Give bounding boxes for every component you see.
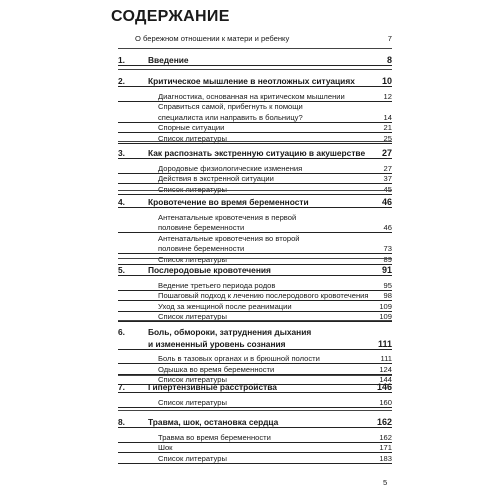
section-heading xyxy=(118,326,392,337)
section-page: 146 xyxy=(376,382,392,392)
entry-text: Дородовые физиологические изменения xyxy=(158,163,303,173)
section-number: 4. xyxy=(118,197,125,207)
entry-text: Действия в экстренной ситуации xyxy=(158,174,274,183)
entry-text: половине беременности xyxy=(158,223,245,232)
entry-text: Список литературы xyxy=(158,133,227,143)
page-title: СОДЕРЖАНИЕ xyxy=(111,8,230,25)
entry-text: Шок xyxy=(158,443,173,452)
toc-section xyxy=(118,141,392,194)
entry-page: 12 xyxy=(383,91,392,101)
entry-page: 183 xyxy=(379,453,392,463)
section-title: Кровотечение во время беременности xyxy=(148,197,309,207)
section-page: 27 xyxy=(381,148,392,158)
toc-section xyxy=(118,410,392,463)
entry-text: Антенатальные кровотечения во второй xyxy=(158,233,300,243)
toc-section xyxy=(118,48,392,65)
entry-text: Список литературы xyxy=(158,375,227,384)
entry-page: 111 xyxy=(380,354,392,363)
entry-page: 124 xyxy=(379,364,392,374)
entry-page: 109 xyxy=(379,312,392,321)
entry-text: Уход за женщиной после реанимации xyxy=(158,301,292,311)
section-title: Гипертензивные расстройства xyxy=(148,382,277,392)
toc-entry xyxy=(118,211,392,222)
entry-text: половине беременности xyxy=(158,244,245,253)
section-heading-cont xyxy=(118,338,392,350)
entry-page: 95 xyxy=(383,280,392,290)
section-page: 10 xyxy=(381,76,392,86)
entry-page: 162 xyxy=(379,432,392,442)
toc-section xyxy=(118,320,392,384)
section-page: 8 xyxy=(386,55,392,65)
section-heading xyxy=(118,381,392,393)
entry-page: 144 xyxy=(379,375,392,384)
entry-text: Одышка во время беременности xyxy=(158,364,275,374)
entry-text: Список литературы xyxy=(158,312,227,321)
entry-page: 21 xyxy=(383,123,392,132)
entry-text: Антенатальные кровотечения в первой xyxy=(158,212,297,222)
toc-entry xyxy=(118,232,392,243)
entry-page: 46 xyxy=(383,223,392,232)
section-title: Боль, обмороки, затруднения дыхания xyxy=(148,327,312,337)
entry-page: 14 xyxy=(383,112,392,122)
entry-text: Список литературы xyxy=(158,453,227,463)
entry-text: Боль в тазовых органах и в брюшной полости xyxy=(158,354,320,363)
section-number: 5. xyxy=(118,265,125,275)
section-heading xyxy=(118,54,392,66)
section-page: 162 xyxy=(376,417,392,427)
preface-text: О бережном отношении к матери и ребенку xyxy=(135,34,290,43)
entry-page: 109 xyxy=(379,301,392,311)
toc-entry xyxy=(118,183,392,195)
entry-text: Травма во время беременности xyxy=(158,432,271,442)
section-page: 91 xyxy=(381,265,392,275)
section-title-line2: и измененный уровень сознания xyxy=(148,338,286,349)
entry-page: 45 xyxy=(383,184,392,194)
entry-text: Справиться самой, прибегнуть к помощи xyxy=(158,102,303,111)
section-heading xyxy=(118,416,392,428)
entry-text: специалиста или направить в больницу? xyxy=(158,112,303,122)
section-title: Послеродовые кровотечения xyxy=(148,265,271,275)
section-heading xyxy=(118,264,392,276)
page-number: 5 xyxy=(383,478,388,487)
section-heading xyxy=(118,196,392,208)
section-title: Критическое мышление в неотложных ситуациях xyxy=(148,76,355,86)
entry-page: 160 xyxy=(379,397,392,407)
toc-entry xyxy=(118,396,392,408)
entry-text: Спорные ситуации xyxy=(158,123,225,132)
section-title: Как распознать экстренную ситуацию в акушерстве xyxy=(148,148,366,158)
entry-page: 25 xyxy=(383,133,392,143)
entry-text: Список литературы xyxy=(158,184,227,194)
section-number: 8. xyxy=(118,417,125,427)
section-page: 111 xyxy=(377,338,392,349)
entry-text: Пошаговый подход к лечению послеродового кровотечения xyxy=(158,291,369,300)
section-number: 2. xyxy=(118,76,125,86)
section-number: 7. xyxy=(118,382,125,392)
entry-text: Ведение третьего периода родов xyxy=(158,280,276,290)
entry-text: Список литературы xyxy=(158,254,227,264)
section-title: Введение xyxy=(148,55,189,65)
preface-page: 7 xyxy=(387,34,392,43)
section-heading xyxy=(118,147,392,159)
section-number: 1. xyxy=(118,55,125,65)
entry-text: Список литературы xyxy=(158,397,227,407)
entry-page: 171 xyxy=(379,443,392,452)
entry-page: 37 xyxy=(383,174,392,183)
section-title: Травма, шок, остановка сердца xyxy=(148,417,279,427)
preface-entry xyxy=(135,34,392,43)
section-number: 3. xyxy=(118,148,125,158)
section-heading xyxy=(118,75,392,87)
toc-section xyxy=(118,69,392,143)
entry-page: 73 xyxy=(383,244,392,253)
section-number: 6. xyxy=(118,327,125,337)
toc-entry xyxy=(118,100,392,111)
toc-section xyxy=(118,190,392,264)
entry-page: 89 xyxy=(383,254,392,264)
entry-page: 27 xyxy=(383,163,392,173)
entry-page: 98 xyxy=(383,291,392,300)
toc-entry xyxy=(118,452,392,464)
entry-text: Диагностика, основанная на критическом мышлении xyxy=(158,91,345,101)
section-page: 46 xyxy=(381,197,392,207)
